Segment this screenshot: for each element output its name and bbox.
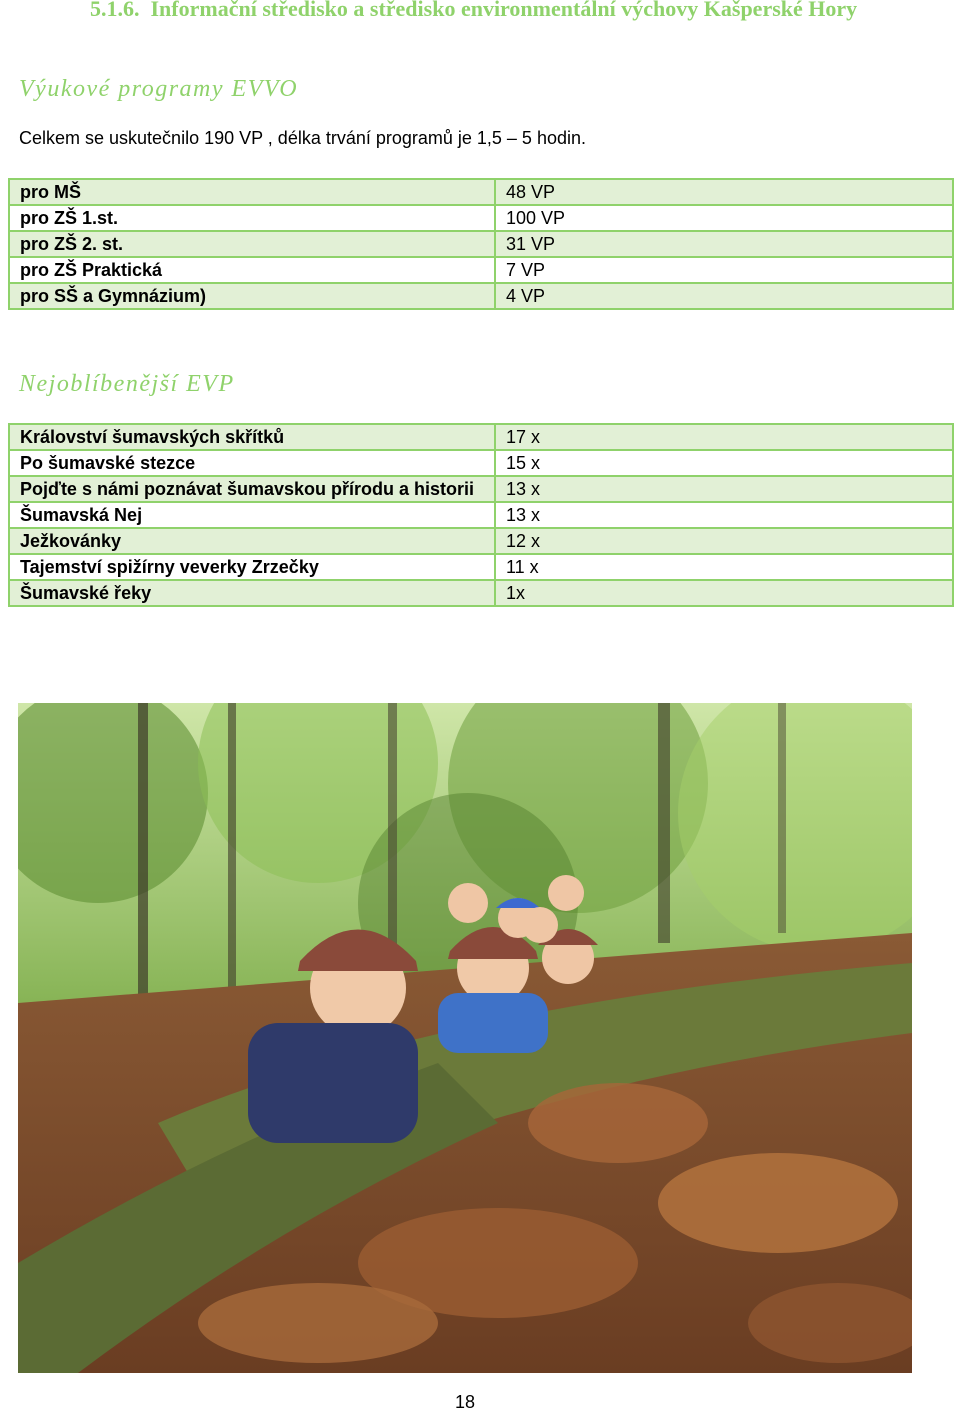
table-row (9, 205, 953, 231)
row-label: Pojďte s námi poznávat šumavskou přírodu a historii (9, 476, 495, 502)
row-label: pro ZŠ Praktická (9, 257, 495, 283)
row-value: 100 VP (495, 205, 953, 231)
row-value: 15 x (495, 450, 953, 476)
section-title-popular: Nejoblíbenější EVP (19, 371, 235, 397)
row-value: 4 VP (495, 283, 953, 309)
table-row (9, 476, 953, 502)
table-row (9, 179, 953, 205)
row-label: Ježkovánky (9, 528, 495, 554)
row-label: Šumavské řeky (9, 580, 495, 606)
page-heading (90, 0, 950, 22)
row-value: 31 VP (495, 231, 953, 257)
row-label: Šumavská Nej (9, 502, 495, 528)
row-value: 17 x (495, 424, 953, 450)
row-label: pro MŠ (9, 179, 495, 205)
table-row (9, 283, 953, 309)
row-value: 13 x (495, 502, 953, 528)
row-value: 12 x (495, 528, 953, 554)
section-title-programs: Výukové programy EVVO (19, 76, 299, 102)
row-value: 1x (495, 580, 953, 606)
table-row (9, 554, 953, 580)
table-row (9, 257, 953, 283)
heading-title: Informační středisko a středisko environmentální výchovy Kašperské Hory (150, 0, 858, 21)
programs-count-table (8, 178, 954, 310)
table-row (9, 502, 953, 528)
row-value: 11 x (495, 554, 953, 580)
row-label: Tajemství spižírny veverky Zrzečky (9, 554, 495, 580)
heading-number: 5.1.6. (90, 0, 140, 21)
row-label: Po šumavské stezce (9, 450, 495, 476)
page-number: 18 (454, 1392, 476, 1412)
table-row (9, 528, 953, 554)
table-row (9, 450, 953, 476)
row-value: 13 x (495, 476, 953, 502)
row-label: pro ZŠ 1.st. (9, 205, 495, 231)
table-row (9, 580, 953, 606)
row-label: Království šumavských skřítků (9, 424, 495, 450)
popular-programs-table (8, 423, 954, 607)
row-label: pro ZŠ 2. st. (9, 231, 495, 257)
row-label: pro SŠ a Gymnázium) (9, 283, 495, 309)
table-row (9, 424, 953, 450)
intro-text: Celkem se uskutečnilo 190 VP , délka trvání programů je 1,5 – 5 hodin. (19, 128, 586, 148)
row-value: 7 VP (495, 257, 953, 283)
forest-photo (18, 703, 912, 1373)
row-value: 48 VP (495, 179, 953, 205)
table-row (9, 231, 953, 257)
